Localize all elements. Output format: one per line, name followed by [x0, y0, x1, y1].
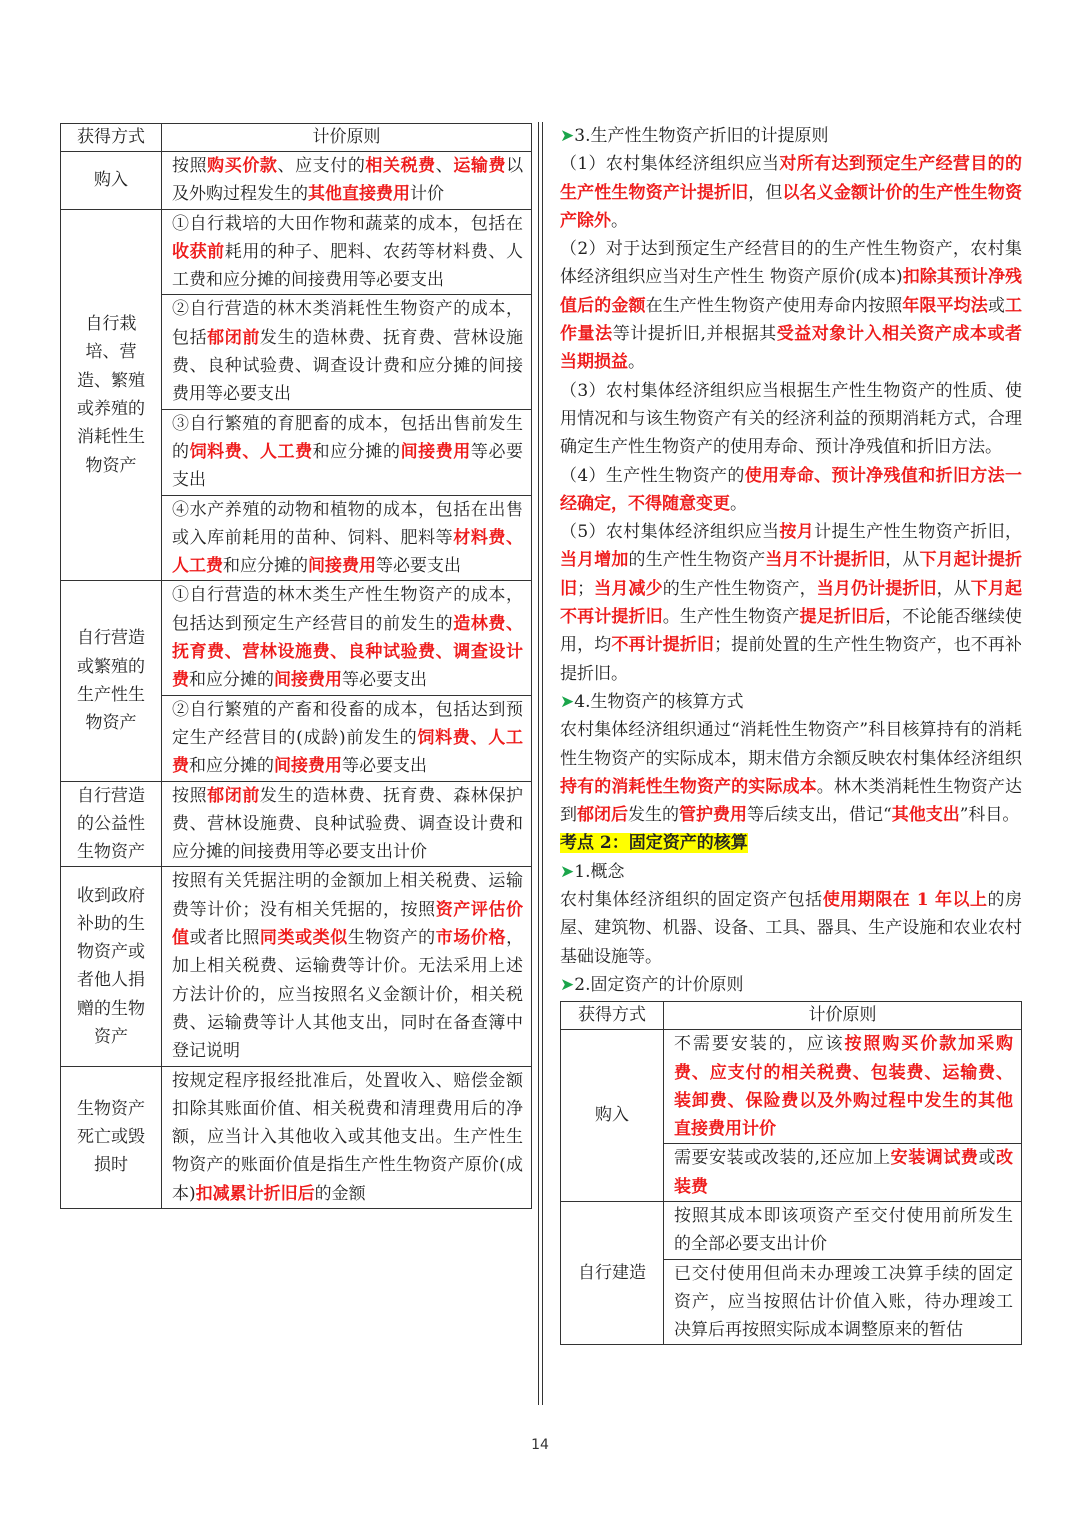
method-cell: 购入	[561, 1030, 664, 1202]
emphasis-text: 收获前	[172, 241, 225, 262]
text-run: 或	[987, 295, 1006, 316]
emphasis-text: 郁闭后	[577, 805, 628, 826]
emphasis-text: 间接费用	[274, 670, 342, 691]
emphasis-text: 下月起不再计提折旧	[560, 578, 1023, 628]
emphasis-text: 使用寿命、预计净残值和折旧方法一经确定，不得随意变更	[560, 465, 1022, 514]
header-method: 获得方式	[561, 1002, 664, 1030]
text-run: （1）农村集体经济组织应当	[560, 154, 780, 175]
text-run: 计提生产性生物资产折旧，	[814, 522, 1023, 543]
emphasis-text: 按照购买价款加采购费、应支付的相关税费、包装费、运输费、装卸费、保险费以及外购过程中发生的其他直接费用计价	[674, 1034, 1014, 1140]
emphasis-text: 下月起计提折旧	[560, 550, 1023, 599]
text-run: ③自行繁殖的育肥畜的成本，包括出售前发生的	[172, 413, 523, 462]
text-run: 。	[628, 352, 645, 373]
text-run: 3.生产性生物资产折旧的计提原则	[574, 126, 829, 146]
emphasis-text: 相关税费	[365, 156, 436, 176]
table-row	[61, 1066, 532, 1208]
body-paragraph	[560, 377, 1022, 462]
emphasis-text: 市场价格	[435, 928, 507, 949]
section-heading	[560, 858, 1022, 886]
principle-cell	[162, 781, 532, 867]
method-cell: 自行营造或繁殖的生产性生物资产	[61, 581, 162, 781]
body-paragraph	[560, 150, 1022, 235]
text-run: 发生的造林费、抚育费、森林保护费、营林设施费、良种试验费、调查设计费和应分摊的间接费用等必要支出计价	[172, 785, 524, 863]
emphasis-text: 管护费用	[679, 805, 747, 826]
body-paragraph	[560, 716, 1022, 829]
text-run: 计价	[410, 184, 444, 205]
text-run: 等必要支出	[376, 556, 461, 577]
topic-title	[560, 829, 1022, 857]
method-cell: 生物资产死亡或毁损时	[61, 1066, 162, 1208]
text-run: 和应分摊的	[312, 441, 401, 462]
text-run: 需要安装或改装的,还应加上	[674, 1148, 891, 1169]
header-principle: 计价原则	[664, 1002, 1022, 1030]
emphasis-text: 年限平均法	[902, 295, 988, 316]
emphasis-text: 扣除其预计净残值后的金额	[560, 267, 1023, 316]
text-run: 。林木类消耗性生物资产达到	[560, 776, 1023, 826]
text-run: 不需要安装的，应该	[674, 1034, 845, 1055]
principle-cell	[162, 152, 532, 210]
text-run: ①自行营造的林木类生产性生物资产的成本，包括达到预定生产经营目的前发生的	[172, 585, 523, 634]
page-number: 14	[531, 1437, 549, 1453]
arrow-icon: ➤	[560, 691, 575, 712]
emphasis-text: 提足折旧后	[799, 607, 886, 628]
emphasis-text: 间接费用	[274, 756, 342, 777]
emphasis-text: 工作量法	[560, 295, 1023, 345]
text-run: ，从	[936, 578, 971, 599]
emphasis-text: 其他支出	[891, 805, 960, 826]
method-cell: 收到政府补助的生物资产或者他人捐赠的生物资产	[61, 867, 162, 1066]
method-cell: 自行栽培、营造、繁殖或养殖的消耗性生物资产	[61, 209, 162, 581]
text-run: 已交付使用但尚未办理竣工决算手续的固定资产，应当按照估计价值入账，待办理竣工决算后再按照实际成本调整原来的暂估	[674, 1263, 1013, 1341]
text-run: 发生的造林费、抚育费、营林设施费、良种试验费、调查设计费和应分摊的间接费用等必要支出	[172, 327, 524, 405]
principle-cell	[664, 1201, 1022, 1259]
text-run: 和应分摊的	[189, 670, 274, 691]
section-heading	[560, 688, 1022, 716]
principle-cell	[162, 695, 532, 781]
text-run: 。生产性生物资产	[662, 607, 800, 628]
table-header-row	[561, 1002, 1022, 1030]
text-run: ①自行栽培的大田作物和蔬菜的成本，包括在	[172, 213, 523, 234]
principle-cell	[162, 209, 532, 295]
text-run: 和应分摊的	[189, 756, 274, 777]
principle-cell	[162, 1066, 532, 1208]
emphasis-text: 当月不计提折旧	[765, 550, 886, 571]
section-heading	[560, 971, 1022, 999]
emphasis-text: 造林费、抚育费、营林设施费、良种试验费、调查设计费	[172, 613, 524, 691]
text-run: 的生产性生物资产，	[662, 578, 817, 599]
emphasis-text: 间接费用	[400, 441, 471, 462]
table-row	[61, 867, 532, 1066]
table-row	[561, 1201, 1022, 1259]
emphasis-text: 饲料费、人工费	[172, 727, 524, 777]
text-run: 按照	[172, 785, 208, 806]
text-run: 2.固定资产的计价原则	[574, 974, 744, 995]
emphasis-text: 同类或类似	[259, 928, 348, 949]
emphasis-text: 按月	[779, 522, 815, 543]
body-paragraph	[560, 462, 1022, 519]
emphasis-text: 使用期限在 1 年以上	[822, 890, 988, 911]
emphasis-text: 当月增加	[560, 550, 629, 571]
left-column	[60, 123, 532, 1209]
arrow-icon: ➤	[560, 974, 575, 995]
column-divider	[538, 122, 543, 1405]
text-run: 1.概念	[574, 861, 625, 882]
text-run: 等必要支出	[342, 756, 427, 777]
emphasis-text: 郁闭前	[207, 327, 260, 348]
text-run: 以及外购过程发生的	[172, 156, 524, 205]
text-run: 。	[611, 210, 628, 231]
emphasis-text: 运输费	[453, 156, 507, 176]
table-row	[561, 1030, 1022, 1144]
header-principle: 计价原则	[162, 124, 532, 152]
text-run: ，不论能否继续使用，均	[560, 607, 1023, 656]
principle-cell	[664, 1030, 1022, 1144]
method-cell: 自行营造的公益性生物资产	[61, 781, 162, 867]
emphasis-text: 当月减少	[594, 578, 663, 599]
text-run: ，加上相关税费、运输费等计价。无法采用上述方法计价的，应当按照名义金额计价，相关税费、运输费等计人其他支出，同时在备查簿中登记说明	[172, 928, 524, 1062]
principle-cell	[162, 867, 532, 1066]
text-run: ，从	[885, 550, 920, 571]
text-run: 在生产性生物资产使用寿命内按照	[645, 295, 903, 316]
emphasis-text: 间接费用	[308, 556, 376, 577]
body-paragraph	[560, 235, 1022, 376]
emphasis-text: 以名义金额计价的生产性生物资产除外	[560, 182, 1023, 231]
text-run: （2）对于达到预定生产经营目的的生产性生物资产，农村集体经济组织应当对生产性生 物资产原价(成本)	[560, 239, 1022, 288]
text-run: 或者比照	[189, 928, 260, 949]
right-paragraphs	[560, 122, 1022, 999]
principle-cell	[664, 1259, 1022, 1345]
emphasis-text: 安装调试费	[890, 1148, 979, 1169]
emphasis-text: 其他直接费用	[308, 184, 410, 205]
emphasis-text: 材料费、人工费	[172, 527, 524, 577]
text-run: ，但	[748, 182, 783, 203]
text-run: 农村集体经济组织通过“消耗性生物资产”科目核算持有的消耗性生物资产的实际成本，期末借方余额反映农村集体经济组织	[560, 720, 1022, 769]
highlighted-text: 考点 2：固定资产的核算	[560, 833, 748, 854]
fixed-asset-valuation-table	[560, 1001, 1022, 1345]
body-paragraph	[560, 518, 1022, 688]
emphasis-text: 扣减累计折旧后	[195, 1183, 315, 1204]
text-run: 按规定程序报经批准后，处置收入、赔偿金额扣除其账面价值、相关税费和清理费用后的净额，应当计入其他收入或其他支出。生产性生物资产的账面价值是指生产性生物资产原价(成本)	[172, 1070, 523, 1204]
biological-asset-valuation-table	[60, 123, 532, 1209]
principle-cell	[162, 409, 532, 495]
text-run: 、	[435, 156, 454, 176]
method-cell: 购入	[61, 152, 162, 210]
text-run: ”科目。	[959, 805, 1020, 826]
text-run: 按照其成本即该项资产至交付使用前所发生的全部必要支出计价	[674, 1205, 1013, 1255]
text-run: ；提前处置的生产性生物资产，也不再补提折旧。	[560, 635, 1023, 684]
table-body	[561, 1030, 1022, 1345]
text-run: （5）农村集体经济组织应当	[560, 522, 780, 543]
text-run: 等必要支出	[342, 670, 427, 691]
table-header-row	[61, 124, 532, 152]
arrow-icon: ➤	[560, 126, 575, 146]
emphasis-text: 受益对象计入相关资产成本或者当期损益	[560, 324, 1023, 373]
text-run: 等必要支出	[172, 441, 524, 491]
text-run: 等计提折旧,并根据其	[612, 324, 777, 345]
text-run: 等后续支出，借记“	[747, 805, 892, 826]
emphasis-text: 持有的消耗性生物资产的实际成本	[560, 776, 817, 797]
method-cell: 自行建造	[561, 1201, 664, 1344]
text-run: （3）农村集体经济组织应当根据生产性生物资产的性质、使用情况和与该生物资产有关的经济利益的预期消耗方式，合理确定生产性生物资产的使用寿命、预计净残值和折旧方法。	[560, 380, 1022, 458]
principle-cell	[162, 495, 532, 581]
right-column	[560, 122, 1022, 1345]
text-run: 或	[978, 1148, 997, 1169]
text-run: 的房屋、建筑物、机器、设备、工具、器具、生产设施和农业农村基础设施等。	[560, 890, 1023, 967]
principle-cell	[664, 1144, 1022, 1202]
table-body	[61, 152, 532, 1209]
text-run: ②自行繁殖的产畜和役畜的成本，包括达到预定生产经营目的(成龄)前发生的	[172, 699, 523, 748]
emphasis-text: 资产评估价值	[172, 899, 524, 949]
table-row	[61, 781, 532, 867]
text-run: 生物资产的	[347, 928, 436, 949]
emphasis-text: 郁闭前	[207, 785, 260, 806]
text-run: 、应支付的	[277, 156, 366, 176]
text-run: 4.生物资产的核算方式	[574, 691, 744, 712]
text-run: 的生产性生物资产	[628, 550, 766, 571]
emphasis-text: 改装费	[674, 1148, 1014, 1197]
table-row	[61, 581, 532, 695]
header-method: 获得方式	[61, 124, 162, 152]
emphasis-text: 饲料费、人工费	[189, 441, 313, 462]
text-run: ；	[577, 578, 595, 599]
section-heading	[560, 122, 1022, 150]
emphasis-text: 购买价款	[207, 156, 278, 176]
text-run: ②自行营造的林木类消耗性生物资产的成本，包括	[172, 299, 523, 348]
arrow-icon: ➤	[560, 861, 575, 882]
text-run: 耗用的种子、肥料、农药等材料费、人工费和应分摊的间接费用等必要支出	[172, 241, 524, 291]
table-row	[61, 209, 532, 295]
emphasis-text: 对所有达到预定生产经营目的的生产性生物资产计提折旧	[560, 154, 1022, 203]
text-run: 按照有关凭据注明的金额加上相关税费、运输费等计价；没有相关凭据的，按照	[172, 871, 523, 920]
text-run: 发生的	[628, 805, 679, 826]
text-run: ④水产养殖的动物和植物的成本，包括在出售或入库前耗用的苗种、饲料、肥料等	[172, 499, 523, 548]
text-run: （4）生产性生物资产的	[560, 465, 745, 486]
text-run: 农村集体经济组织的固定资产包括	[560, 890, 823, 911]
text-run: 和应分摊的	[223, 556, 308, 577]
text-run: 。	[730, 493, 747, 514]
table-row	[61, 152, 532, 210]
principle-cell	[162, 581, 532, 695]
principle-cell	[162, 295, 532, 409]
emphasis-text: 不再计提折旧	[611, 635, 715, 656]
emphasis-text: 当月仍计提折旧	[816, 578, 937, 599]
text-run: 按照	[172, 156, 208, 176]
body-paragraph	[560, 886, 1022, 971]
text-run: 的金额	[314, 1183, 366, 1204]
